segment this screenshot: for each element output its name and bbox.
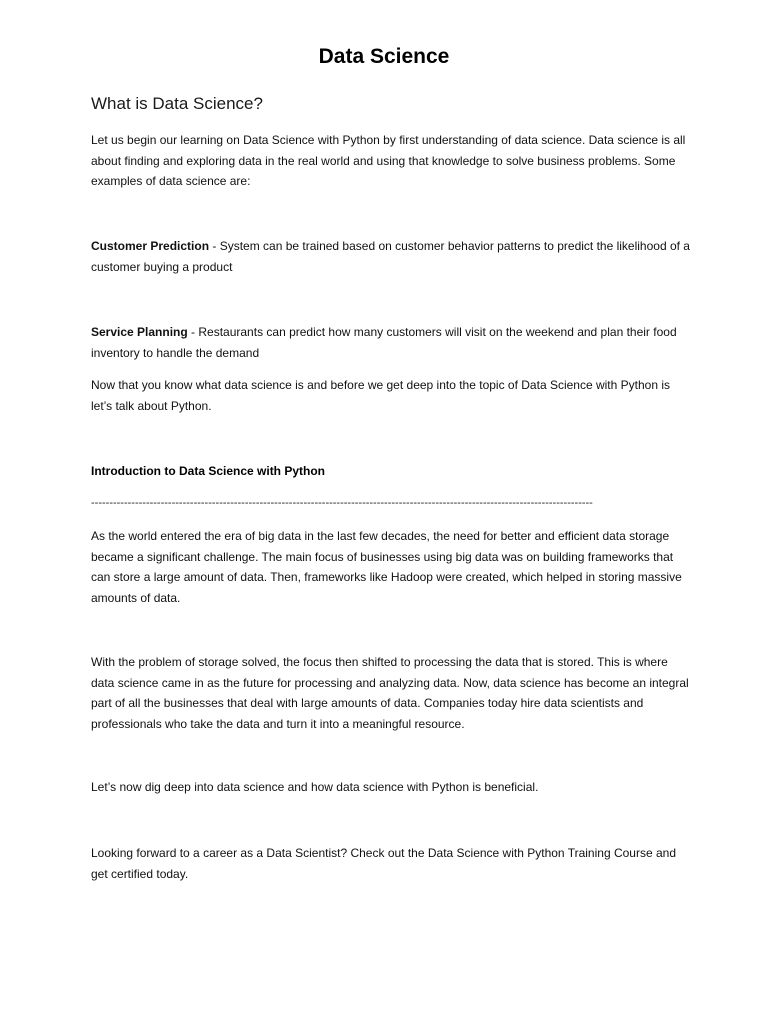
example-term: Customer Prediction [91,239,210,253]
body-paragraph-dig-deep: Let’s now dig deep into data science and how data science with Python is beneficial. [91,780,539,794]
intro-subheading: Introduction to Data Science with Python [91,464,326,478]
document-title: Data Science [318,45,450,68]
example-customer-prediction [91,236,691,277]
example-text: - System can be trained based on customer behavior patterns to predict the likelihood of a customer buying a product [91,239,690,274]
body-paragraph-processing: With the problem of storage solved, the focus then shifted to processing the data that is stored. This is where data science came in as the future for processing and analyzing data. Now, data science has become an integral part of all the businesses that deal with large amounts of data. Companies today hire data scientists and professionals who take the data and turn it into a meaningful resource. [91,655,689,731]
intro-paragraph: Let us begin our learning on Data Science with Python by first understanding of data science. Data science is all about finding and exploring data in the real world and using that knowledge to solve business problems. Some examples of data science are: [91,133,686,188]
transition-paragraph: Now that you know what data science is and before we get deep into the topic of Data Science with Python is let’s talk about Python. [91,378,671,413]
dashed-divider: ----------------------------------------------------------------------------------------------------------------------------------------- [91,497,593,509]
example-term: Service Planning [91,325,188,339]
example-text: - Restaurants can predict how many customers will visit on the weekend and plan their food inventory to handle the demand [91,325,677,360]
example-service-planning [91,322,691,363]
body-paragraph-big-data: As the world entered the era of big data in the last few decades, the need for better and efficient data storage became a significant challenge. The main focus of businesses using big data was on building frameworks that can store a large amount of data. Then, frameworks like Hadoop were created, which helped in storing massive amounts of data. [91,529,682,605]
body-paragraph-career: Looking forward to a career as a Data Scientist? Check out the Data Science with Python Training Course and get certified today. [91,846,676,881]
section-heading: What is Data Science? [91,94,263,113]
